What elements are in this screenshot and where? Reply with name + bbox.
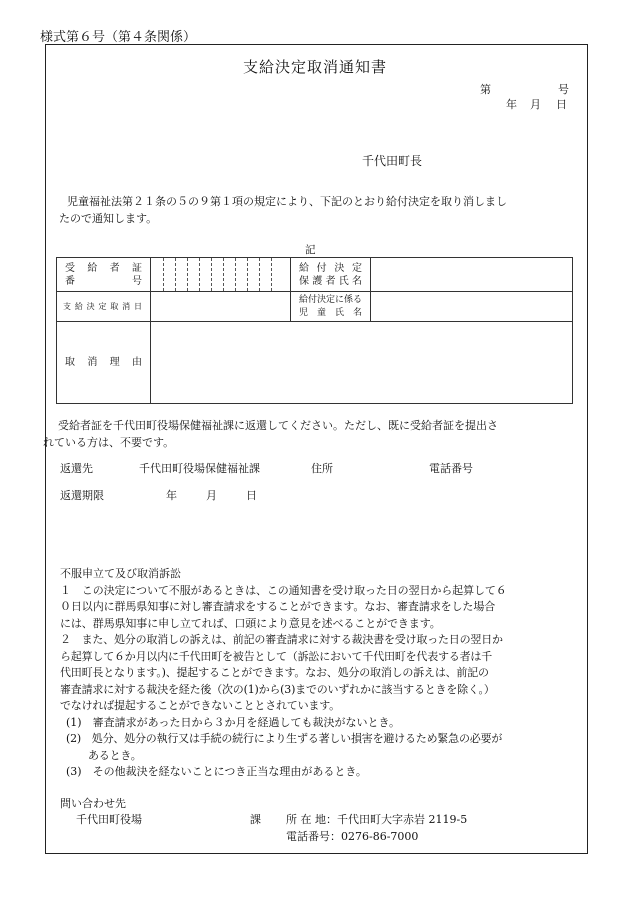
number-label-dai: 第 bbox=[480, 83, 491, 96]
cancel-reason-field[interactable] bbox=[151, 322, 573, 404]
document-title: 支給決定取消通知書 bbox=[242, 58, 387, 76]
contact-heading: 問い合わせ先 bbox=[60, 797, 126, 810]
return-deadline-label: 返還期限 bbox=[60, 489, 104, 502]
date-year-label: 年 bbox=[506, 98, 517, 111]
recipient-table bbox=[56, 257, 573, 404]
date-day-label: 日 bbox=[556, 98, 567, 111]
child-name-field[interactable] bbox=[371, 292, 573, 322]
intro-line-1: 児童福祉法第２１条の５の９第１項の規定により、下記のとおり給付決定を取り消しまし bbox=[67, 195, 507, 208]
return-to-phone-label: 電話番号 bbox=[429, 462, 473, 475]
contact-address: 所 在 地：千代田町大字赤岩 2119-5 bbox=[286, 813, 468, 826]
guardian-name-field[interactable] bbox=[371, 258, 573, 292]
recipient-cert-label: 受 給 者 証 番 号 bbox=[57, 258, 151, 292]
return-line-2: れている方は、不要です。 bbox=[43, 436, 175, 449]
return-line-1: 受給者証を千代田町役場保健福祉課に返還してください。ただし、既に受給者証を提出さ bbox=[58, 419, 498, 432]
intro-paragraph bbox=[59, 193, 584, 227]
return-deadline-day: 日 bbox=[246, 489, 257, 502]
date-month-label: 月 bbox=[530, 98, 541, 111]
return-deadline-month: 月 bbox=[206, 489, 217, 502]
number-label-go: 号 bbox=[558, 83, 569, 96]
appeal-heading: 不服申立て及び取消訴訟 bbox=[60, 567, 181, 580]
return-to-address-label: 住所 bbox=[311, 462, 333, 475]
appeal-item-2: ２ また、処分の取消しの訴えは、前記の審査請求に対する裁決書を受け取った日の翌日か ら起算して６か月以内に千代田町を被告として（訴訟において千代田町を代表する者は千 代田町長となります。)、提起することができます。なお、処分の取消しの訴えは、前記の 審査請求に対する裁決を経た後（次の(1)から(3)までのいずれかに該当するときを除く。） でなければ提起することができないこととされています。 bbox=[60, 633, 503, 712]
contact-ka: 課 bbox=[250, 813, 261, 826]
form-number: 様式第６号（第４条関係） bbox=[40, 30, 197, 45]
issuer-name: 千代田町長 bbox=[362, 154, 423, 168]
appeal-item-1: １ この決定について不服があるときは、この通知書を受け取った日の翌日から起算して６ ０日以内に群馬県知事に対し審査請求をすることができます。なお、審査請求をした場合 には、群馬県知事に申し立てれば、口頭により意見を述べることができます。 bbox=[60, 583, 507, 630]
return-deadline-year: 年 bbox=[166, 489, 177, 502]
contact-phone: 電話番号：0276-86-7000 bbox=[286, 830, 419, 843]
contact-office: 千代田町役場 bbox=[76, 813, 142, 826]
recipient-cert-number-boxes[interactable] bbox=[151, 258, 291, 292]
appeal-sub-2: (2) 処分、処分の執行又は手続の続行により生ずる著しい損害を避けるため緊急の必要が あるとき。 bbox=[66, 732, 503, 762]
cancel-date-label: 支給決定取消日 bbox=[57, 292, 151, 322]
appeal-sub-3: (3) その他裁決を経ないことにつき正当な理由があるとき。 bbox=[66, 765, 367, 778]
child-name-label: 給付決定に係る 児 童 氏 名 bbox=[291, 292, 371, 322]
cancel-date-field[interactable] bbox=[151, 292, 291, 322]
appeal-section bbox=[60, 566, 582, 781]
appeal-sub-1: (1) 審査請求があった日から３か月を経過しても裁決がないとき。 bbox=[66, 715, 401, 729]
guardian-name-label: 給 付 決 定 保 護 者 氏 名 bbox=[291, 258, 371, 292]
return-to-label: 返還先 bbox=[60, 462, 93, 475]
return-paragraph bbox=[43, 417, 586, 451]
cancel-reason-label: 取 消 理 由 bbox=[57, 322, 151, 404]
ki-label: 記 bbox=[305, 244, 316, 256]
return-to-dept: 千代田町役場保健福祉課 bbox=[139, 462, 260, 475]
intro-line-2: たので通知します。 bbox=[59, 212, 158, 225]
